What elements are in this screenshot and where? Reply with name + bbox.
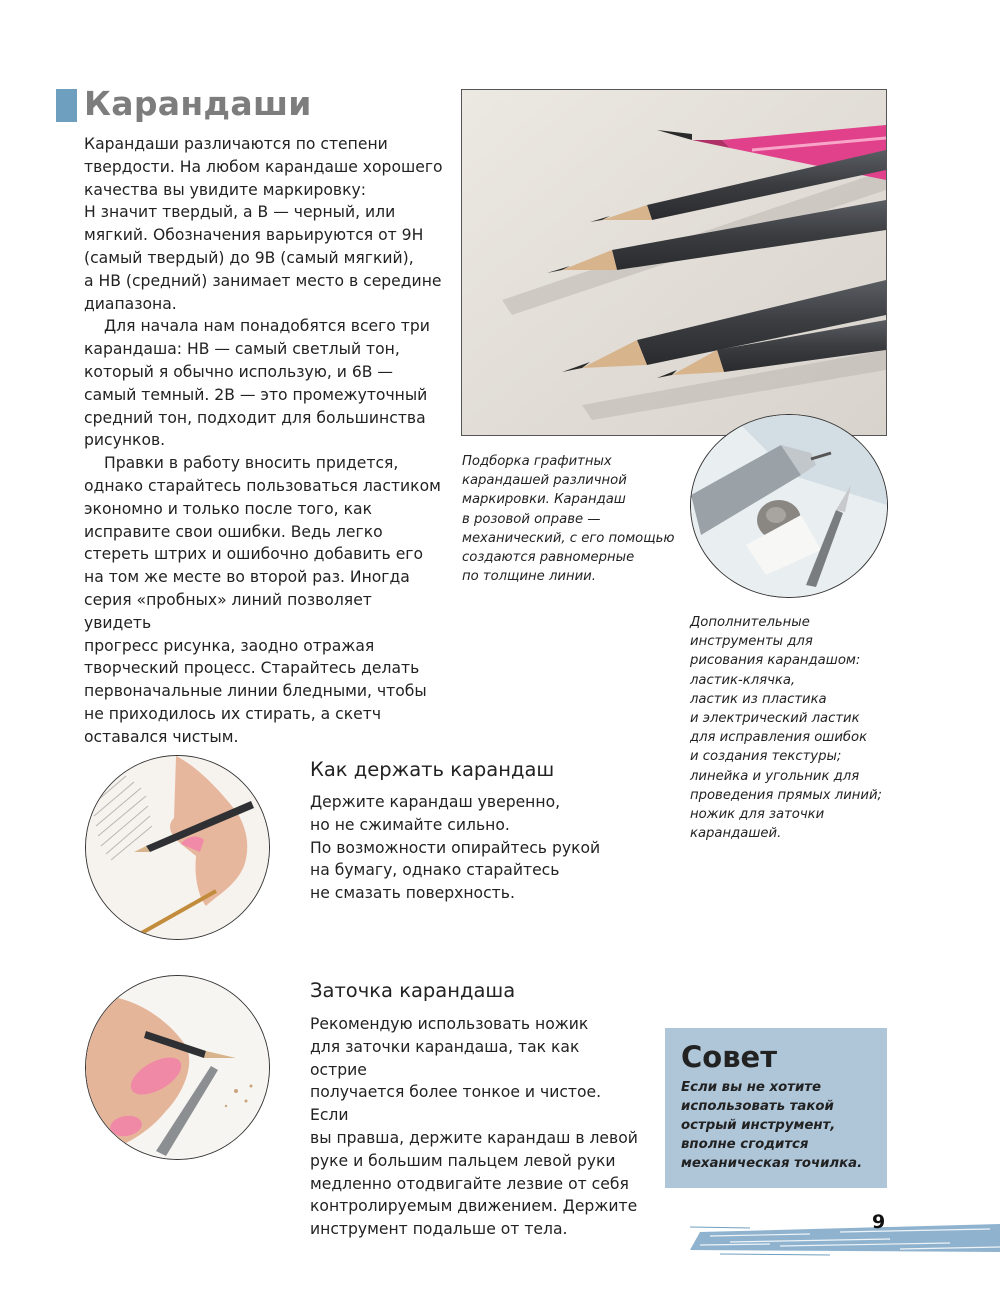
intro-paragraph-1: Карандаши различаются по степени твердости. На любом карандаше хорошего качества вы увидите маркировку: Н значит твердый, а В — черный, или мягкий. Обозначения варьируются от 9Н (самый твердый) до 9В (самый мягкий), а НВ (средний) занимает место в середине диапазона. (84, 135, 443, 313)
pencils-caption: Подборка графитных карандашей различной маркировки. Карандаш в розовой оправе — механический, с его помощью создаются равномерные по толщине линии. (462, 454, 675, 585)
intro-paragraph-2: Для начала нам понадобятся всего три карандаша: НВ — самый светлый тон, который я обычно использую, и 6В — самый темный. 2В — это промежуточный средний тон, подходит для большинства рисунков. (84, 317, 430, 450)
holding-heading: Как держать карандаш (310, 758, 555, 781)
sharpening-photo (85, 975, 270, 1160)
pencils-photo (461, 89, 887, 436)
intro-text (84, 133, 444, 749)
sharpening-text: Рекомендую использовать ножик для заточки карандаша, так как острие получается более тонкое и чистое. Если вы правша, держите карандаш в левой руке и большим пальцем левой руки медленно отодвигайте лезвие от себя контролируемым движением. Держите инструмент подальше от тела. (310, 1015, 638, 1239)
title-accent-bar (56, 89, 77, 122)
tools-caption: Дополнительные инструменты для рисования карандашом: ластик-клячка, ластик из пластика и электрический ластик для исправления ошибок и создания текстуры; линейка и угольник для проведения прямых линий; ножик для заточки карандашей. (690, 615, 882, 842)
page-title: Карандаши (84, 84, 312, 123)
intro-paragraph-3: Правки в работу вносить придется, однако старайтесь пользоваться ластиком экономно и только после того, как исправите свои ошибки. Ведь легко стереть штрих и ошибочно добавить его на том же месте во второй раз. Иногда серия «пробных» линий позволяет увидеть прогресс рисунка, заодно отражая творческий процесс. Старайтесь делать первоначальные линии бледными, чтобы не приходилось их стирать, а скетч оставался чистым. (84, 454, 441, 746)
sharpening-heading: Заточка карандаша (310, 979, 516, 1002)
tip-title: Совет (681, 1040, 778, 1074)
holding-pencil-photo (85, 755, 270, 940)
tools-photo (690, 414, 888, 598)
page-number: 9 (872, 1211, 886, 1233)
holding-text: Держите карандаш уверенно, но не сжимайте сильно. По возможности опирайтесь рукой на бумагу, однако старайтесь не смазать поверхность. (310, 793, 601, 903)
brush-stroke-decoration (690, 1212, 1000, 1262)
tip-box (665, 1028, 887, 1188)
tip-text: Если вы не хотите использовать такой острый инструмент, вполне сгодится механическая точилка. (681, 1080, 863, 1171)
